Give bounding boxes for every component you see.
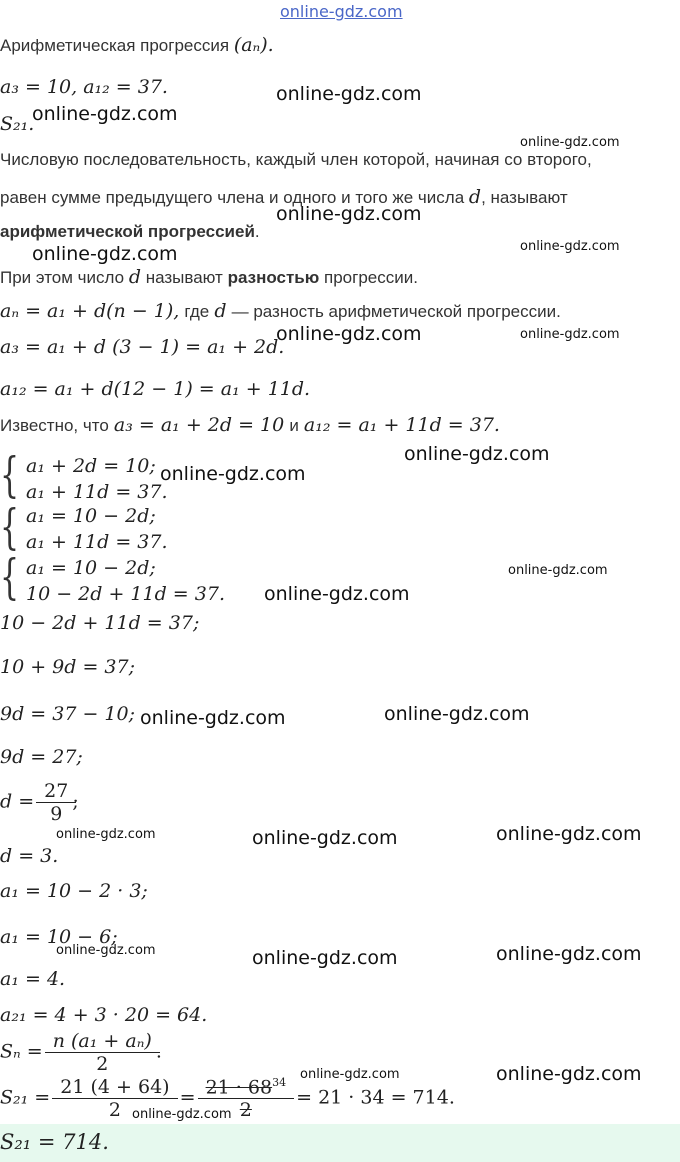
s21-num2: 21 · 68	[205, 1076, 273, 1099]
term-arithmetic-progression: арифметической прогрессией	[0, 222, 255, 241]
system-brace-3: {	[0, 550, 20, 606]
theory-line-4a: При этом число	[0, 268, 125, 287]
s21-lhs: S₂₁ =	[0, 1086, 51, 1109]
step-e2: 10 + 9d = 37;	[0, 656, 136, 678]
watermark: online-gdz.com	[56, 943, 156, 958]
watermark: online-gdz.com	[252, 947, 398, 969]
known-and: и	[289, 416, 299, 435]
step-e8: a₁ = 10 − 6;	[0, 926, 118, 948]
watermark: online-gdz.com	[160, 463, 306, 485]
watermark-top[interactable]: online-gdz.com	[280, 2, 403, 21]
sn-denominator: 2	[45, 1052, 160, 1075]
formula-nth-term: aₙ = a₁ + d(n − 1),	[0, 300, 180, 322]
theory-line-2b: , называют	[481, 188, 568, 207]
step-sn	[0, 1030, 162, 1075]
watermark: online-gdz.com	[276, 203, 422, 225]
step-known	[0, 414, 500, 436]
system-2-line-1: a₁ = 10 − 2d;	[26, 505, 156, 527]
theory-formula	[0, 300, 561, 322]
formula-tail: где	[184, 302, 210, 321]
s21-numerator-1: 21 (4 + 64)	[60, 1076, 170, 1099]
step-e4: 9d = 27;	[0, 746, 83, 768]
fraction-27-9	[40, 780, 72, 825]
term-difference: разностью	[227, 268, 320, 287]
step-a3: a₃ = a₁ + d (3 − 1) = a₁ + 2d.	[0, 336, 285, 358]
watermark: online-gdz.com	[252, 827, 398, 849]
s21-numerator-2	[202, 1076, 290, 1098]
theory-line-1: Числовую последовательность, каждый член которой, начиная со второго,	[0, 150, 592, 169]
watermark: online-gdz.com	[276, 323, 422, 345]
var-d-3: d	[214, 300, 227, 322]
system-3-line-2: 10 − 2d + 11d = 37.	[26, 583, 225, 605]
watermark: online-gdz.com	[264, 583, 410, 605]
watermark: online-gdz.com	[404, 443, 550, 465]
step-e10: a₂₁ = 4 + 3 · 20 = 64.	[0, 1004, 208, 1026]
step-a12: a₁₂ = a₁ + d(12 − 1) = a₁ + 11d.	[0, 378, 311, 400]
watermark: online-gdz.com	[300, 1067, 400, 1082]
known-eq2: a₁₂ = a₁ + 11d = 37.	[303, 414, 500, 436]
given-condition: a₃ = 10, a₁₂ = 37.	[0, 76, 168, 98]
theory-line-3: арифметической прогрессией.	[0, 222, 260, 241]
system-brace-1: {	[0, 448, 20, 504]
watermark: online-gdz.com	[276, 83, 422, 105]
sn-numerator: n (a₁ + aₙ)	[52, 1030, 152, 1052]
watermark: online-gdz.com	[132, 1107, 232, 1122]
var-d-1: d	[468, 186, 482, 208]
watermark: online-gdz.com	[56, 827, 156, 842]
step-e1: 10 − 2d + 11d = 37;	[0, 612, 200, 634]
watermark: online-gdz.com	[520, 135, 620, 150]
s21-denominator-2: 2	[198, 1098, 294, 1121]
system-3-line-1: a₁ = 10 − 2d;	[26, 557, 156, 579]
e5-end: ;	[72, 790, 79, 813]
sn-lhs: Sₙ =	[0, 1040, 43, 1063]
s21-eq: =	[179, 1086, 196, 1109]
step-e9: a₁ = 4.	[0, 968, 66, 990]
watermark: online-gdz.com	[520, 327, 620, 342]
known-eq1: a₃ = a₁ + 2d = 10	[113, 414, 285, 436]
theory-line-4d: прогрессии.	[324, 268, 418, 287]
fraction-denominator: 9	[36, 802, 76, 825]
system-1-line-1: a₁ + 2d = 10;	[26, 455, 156, 477]
step-e6: d = 3.	[0, 845, 59, 867]
given-find: S₂₁.	[0, 113, 35, 135]
watermark: online-gdz.com	[496, 943, 642, 965]
watermark: online-gdz.com	[496, 1063, 642, 1085]
watermark: online-gdz.com	[496, 823, 642, 845]
watermark: online-gdz.com	[384, 703, 530, 725]
watermark: online-gdz.com	[140, 707, 286, 729]
step-e3: 9d = 37 − 10;	[0, 703, 136, 725]
theory-line-2a: равен сумме предыдущего члена и одного и того же числа	[0, 188, 465, 207]
system-2-line-2: a₁ + 11d = 37.	[26, 531, 168, 553]
watermark: online-gdz.com	[32, 243, 178, 265]
fraction-sn	[49, 1030, 156, 1075]
s21-sup: 34	[272, 1076, 287, 1089]
step-e7: a₁ = 10 − 2 · 3;	[0, 880, 148, 902]
given-title-text: Арифметическая прогрессия	[0, 36, 230, 55]
given-title-var: (aₙ).	[233, 34, 274, 56]
s21-tail: = 21 · 34 = 714.	[296, 1086, 455, 1109]
step-e5	[0, 780, 79, 825]
fraction-numerator: 27	[44, 780, 69, 802]
theory-line-4b: называют	[145, 268, 223, 287]
watermark: online-gdz.com	[508, 563, 608, 578]
sn-end: .	[155, 1040, 162, 1063]
theory-line-4	[0, 266, 418, 288]
watermark: online-gdz.com	[520, 239, 620, 254]
e5-lhs: d =	[0, 790, 35, 813]
s21-denominator-1: 2	[52, 1098, 177, 1121]
answer: S₂₁ = 714.	[0, 1130, 109, 1154]
system-1-line-2: a₁ + 11d = 37.	[26, 481, 168, 503]
system-brace-2: {	[0, 500, 20, 556]
known-text: Известно, что	[0, 416, 109, 435]
var-d-2: d	[128, 266, 141, 288]
watermark: online-gdz.com	[32, 103, 178, 125]
formula-tail-2: — разность арифметической прогрессии.	[231, 302, 561, 321]
given-title	[0, 34, 274, 56]
